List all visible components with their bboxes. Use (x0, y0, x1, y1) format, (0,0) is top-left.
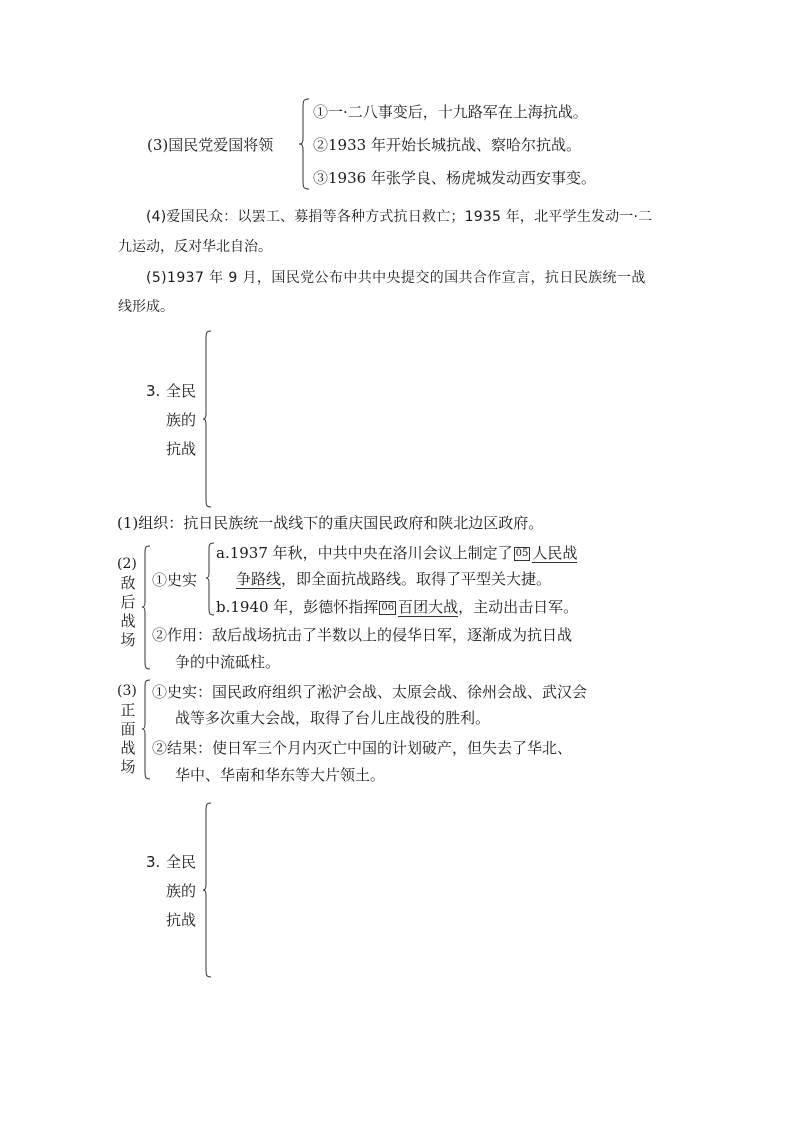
enemy-rear-facts-label: ①史实 (152, 571, 198, 589)
enemy-rear-facts-brace (205, 542, 215, 616)
answer-badge-05: 05 (515, 548, 529, 559)
enemy-rear-brace (141, 545, 151, 670)
section-title-b-brace (202, 802, 212, 978)
section-title-a-line-1: 全民 (166, 382, 197, 400)
section-title-b-line-1: 全民 (166, 853, 197, 871)
answer-hundred-regiments: 百团大战 (398, 598, 459, 616)
enemy-rear-label (120, 574, 136, 650)
enemy-rear-role-line-2: 争的中流砥柱。 (175, 653, 281, 671)
kmt-generals-brace (298, 98, 312, 190)
paragraph-4-line-1: (4)爱国民众：以罢工、募捐等各种方式抗日救亡；1935 年，北平学生发动一·二 (146, 209, 653, 225)
kmt-generals-item-2: ②1933 年开始长城抗战、察哈尔抗战。 (313, 136, 581, 154)
frontal-result-line-1: ②结果：使日军三个月内灭亡中国的计划破产，但失去了华北、 (152, 739, 573, 757)
enemy-rear-label-char-1: 敌 (120, 574, 136, 592)
frontal-label-char-2: 面 (120, 720, 136, 738)
frontal-result-line-2: 华中、华南和华东等大片领土。 (175, 766, 386, 784)
enemy-rear-label-char-2: 后 (120, 593, 136, 611)
section-title-a-line-3: 抗战 (166, 440, 197, 458)
frontal-facts-line-2: 战等多次重大会战，取得了台儿庄战役的胜利。 (175, 709, 491, 727)
section-title-a-num: 3. (146, 382, 161, 400)
frontal-label-char-1: 正 (120, 701, 136, 719)
fact-a-line-1 (216, 542, 577, 563)
frontal-label (120, 701, 136, 777)
frontal-facts-line-1: ①史实：国民政府组织了淞沪会战、太原会战、徐州会战、武汉会 (152, 683, 588, 701)
paragraph-5-line-2: 线形成。 (118, 299, 174, 315)
frontal-label-char-4: 场 (120, 758, 136, 776)
enemy-rear-role-line-1: ②作用：敌后战场抗击了半数以上的侵华日军，逐渐成为抗日战 (152, 626, 573, 644)
kmt-generals-item-1: ①一·二八事变后，十九路军在上海抗战。 (313, 103, 588, 121)
fact-b-text-pre: b.1940 年，彭德怀指挥 (216, 598, 379, 616)
answer-badge-06: 06 (381, 602, 395, 613)
fact-a-text-post: ，即全面抗战路线。取得了平型关大捷。 (281, 570, 552, 588)
fact-b-text-post: ，主动出击日军。 (458, 598, 579, 616)
enemy-rear-label-char-3: 战 (120, 612, 136, 630)
frontal-label-char-3: 战 (120, 739, 136, 757)
section-title-b-line-3: 抗战 (166, 911, 197, 929)
section-title-b-line-2: 族的 (166, 882, 197, 900)
paragraph-4-line-2: 九运动，反对华北自治。 (118, 239, 272, 255)
kmt-generals-item-3: ③1936 年张学良、杨虎城发动西安事变。 (313, 169, 596, 187)
paragraph-5-line-1: (5)1937 年 9 月，国民党公布中共中央提交的国共合作宣言，抗日民族统一战 (146, 270, 646, 286)
enemy-rear-label-char-4: 场 (120, 631, 136, 649)
fact-a-line-2 (236, 568, 551, 589)
fact-b-line (216, 596, 578, 617)
frontal-brace (141, 679, 151, 780)
organization-line: (1)组织：抗日民族统一战线下的重庆国民政府和陕北边区政府。 (117, 514, 544, 532)
fact-a-text-pre: a.1937 年秋，中共中央在洛川会议上制定了 (216, 544, 513, 562)
section-title-a-line-2: 族的 (166, 411, 197, 429)
frontal-num: (3) (117, 683, 137, 699)
answer-people-war-part-1: 人民战 (532, 544, 578, 562)
section-title-b-num: 3. (146, 853, 161, 871)
section-title-a-brace (202, 330, 212, 508)
kmt-generals-label: (3)国民党爱国将领 (147, 136, 274, 154)
answer-people-war-part-2: 争路线 (236, 570, 282, 588)
enemy-rear-num: (2) (117, 556, 137, 572)
